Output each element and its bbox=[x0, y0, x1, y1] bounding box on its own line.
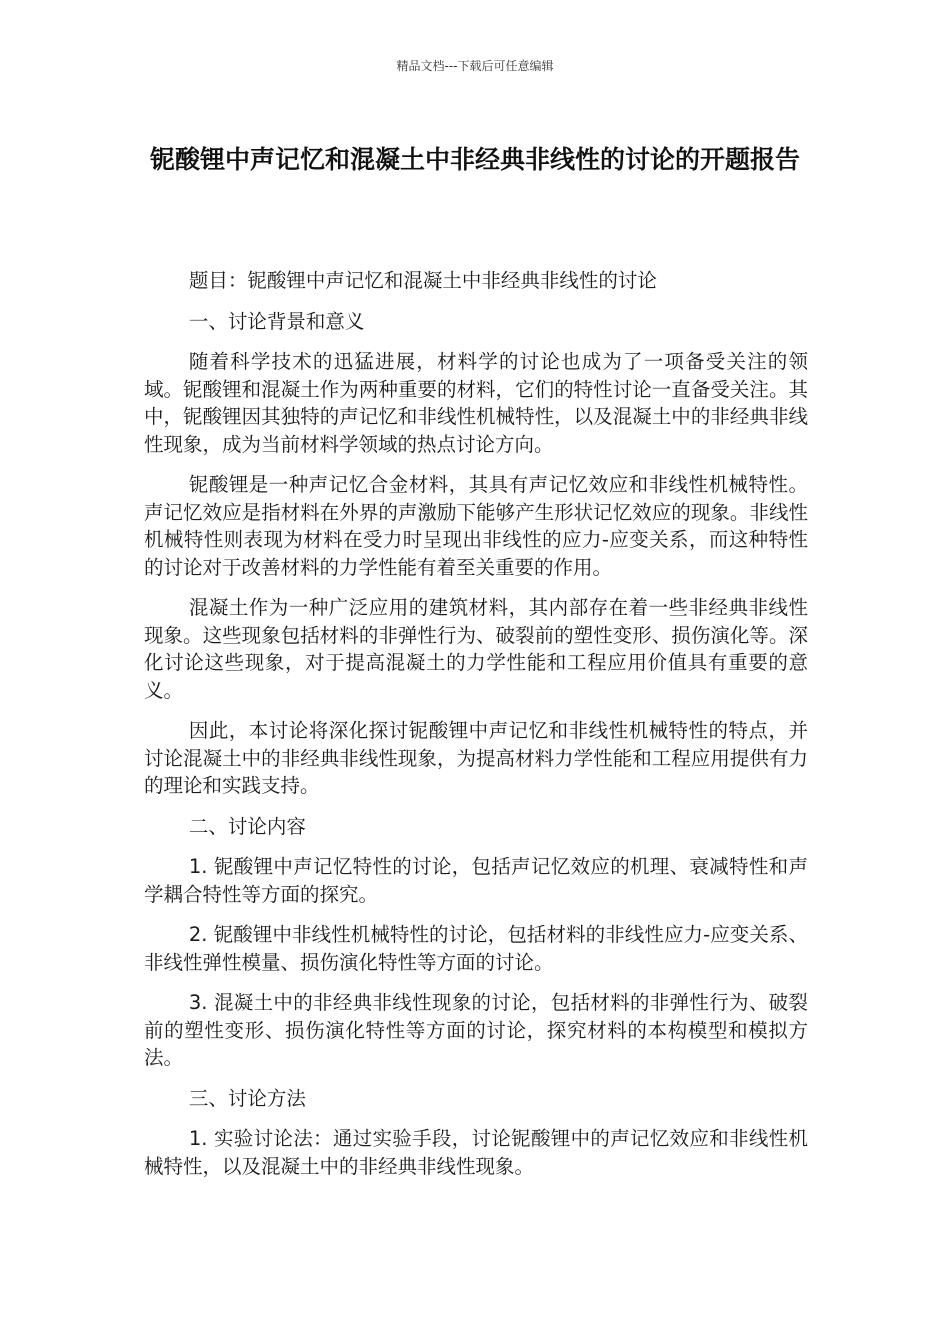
topic-line: 题目：铌酸锂中声记忆和混凝土中非经典非线性的讨论 bbox=[188, 269, 657, 292]
document-body bbox=[144, 267, 808, 1193]
list-item: 2. 铌酸锂中非线性机械特性的讨论，包括材料的非线性应力-应变关系、非线性弹性模量、损伤演化特性等方面的讨论。 bbox=[144, 923, 808, 974]
header-note: 精品文档---下载后可任意编辑 bbox=[396, 59, 554, 73]
body-paragraph: 随着科学技术的迅猛进展，材料学的讨论也成为了一项备受关注的领域。铌酸锂和混凝土作为两种重要的材料，它们的特性讨论一直备受关注。其中，铌酸锂因其独特的声记忆和非线性机械特性，以及混凝土中的非经典非线性现象，成为当前材料学领域的热点讨论方向。 bbox=[144, 350, 808, 456]
list-item: 1. 铌酸锂中声记忆特性的讨论，包括声记忆效应的机理、衰减特性和声学耦合特性等方面的探究。 bbox=[144, 855, 808, 906]
list-item: 3. 混凝土中的非经典非线性现象的讨论，包括材料的非弹性行为、破裂前的塑性变形、损伤演化特性等方面的讨论，探究材料的本构模型和模拟方法。 bbox=[144, 991, 808, 1069]
section-heading-method: 三、讨论方法 bbox=[188, 1086, 306, 1110]
document-title: 铌酸锂中声记忆和混凝土中非经典非线性的讨论的开题报告 bbox=[149, 145, 800, 174]
body-paragraph: 混凝土作为一种广泛应用的建筑材料，其内部存在着一些非经典非线性现象。这些现象包括材料的非弹性行为、破裂前的塑性变形、损伤演化等。深化讨论这些现象，对于提高混凝土的力学性能和工程应用价值具有重要的意义。 bbox=[144, 596, 808, 702]
list-item: 1. 实验讨论法：通过实验手段，讨论铌酸锂中的声记忆效应和非线性机械特性，以及混凝土中的非经典非线性现象。 bbox=[144, 1127, 808, 1178]
body-paragraph: 铌酸锂是一种声记忆合金材料，其具有声记忆效应和非线性机械特性。声记忆效应是指材料在外界的声激励下能够产生形状记忆效应的现象。非线性机械特性则表现为材料在受力时呈现出非线性的应力-应变关系，而这种特性的讨论对于改善材料的力学性能有着至关重要的作用。 bbox=[144, 473, 808, 579]
section-heading-background: 一、讨论背景和意义 bbox=[188, 309, 365, 333]
body-paragraph: 因此，本讨论将深化探讨铌酸锂中声记忆和非线性机械特性的特点，并讨论混凝土中的非经典非线性现象，为提高材料力学性能和工程应用提供有力的理论和实践支持。 bbox=[144, 719, 808, 797]
section-heading-content: 二、讨论内容 bbox=[188, 814, 306, 838]
